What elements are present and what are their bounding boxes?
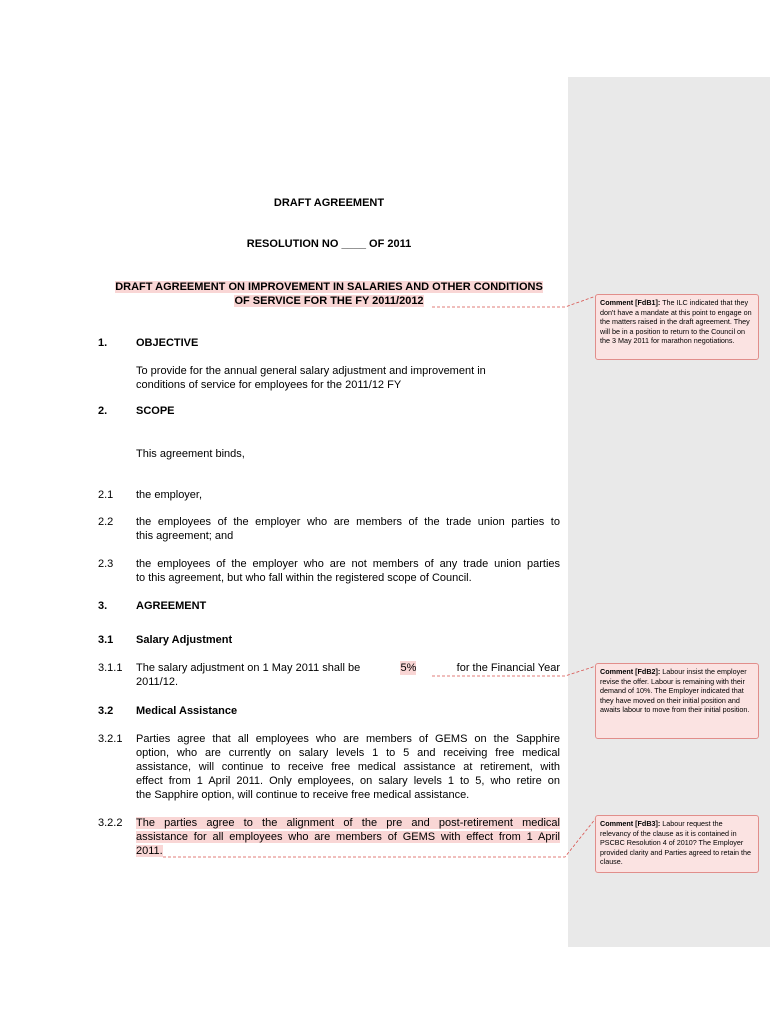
clause-3-2-1-line3: assistance, will continue to receive free medical assistance at retirement, with bbox=[136, 761, 560, 773]
section-3-title: AGREEMENT bbox=[136, 600, 207, 612]
clause-3-2-2-line2: assistance for all employees who are members of GEMS with effect from 1 April bbox=[136, 831, 560, 843]
document-title: DRAFT AGREEMENT bbox=[273, 197, 385, 209]
comment-2-text: Labour insist the employer revise the offer. Labour is remaining with their demand of 10%. The Employer indicated that they have moved on their initial position and awaits labour to move from their initial position. bbox=[600, 667, 750, 715]
section-2-number: 2. bbox=[98, 405, 108, 417]
clause-3-1-1-number: 3.1.1 bbox=[98, 662, 123, 674]
clause-2-1-number: 2.1 bbox=[98, 489, 114, 501]
clause-2-2-line2: this agreement; and bbox=[136, 530, 234, 542]
clause-3-2-1-line4: effect from 1 April 2011. Only employees, on salary levels 1 to 5, who retire on bbox=[136, 775, 560, 787]
clause-3-1-1-line1 bbox=[136, 661, 560, 675]
clause-3-2-1-line1: Parties agree that all employees who are members of GEMS on the Sapphire bbox=[136, 733, 560, 745]
clause-3-2-2-number: 3.2.2 bbox=[98, 817, 123, 829]
comment-1-text: The ILC indicated that they don't have a mandate at this point to engage on the matters raised in the draft agreement. They will be in a position to return to the Council on the 3 May 2011 for marathon negotiations. bbox=[600, 298, 752, 346]
agreement-heading-line1: DRAFT AGREEMENT ON IMPROVEMENT IN SALARIES AND OTHER CONDITIONS bbox=[115, 281, 543, 293]
section-1-text-line2: conditions of service for employees for the 2011/12 FY bbox=[136, 379, 402, 391]
clause-2-3-line1: the employees of the employer who are not members of any trade union parties bbox=[136, 558, 560, 570]
clause-2-2-number: 2.2 bbox=[98, 516, 114, 528]
clause-3-1-1-line2: 2011/12. bbox=[136, 676, 179, 688]
section-3-number: 3. bbox=[98, 600, 108, 612]
clause-3-1-number: 3.1 bbox=[98, 634, 114, 646]
salary-percentage: 5% bbox=[400, 662, 417, 674]
section-2-intro: This agreement binds, bbox=[136, 448, 245, 460]
section-1-title: OBJECTIVE bbox=[136, 337, 199, 349]
agreement-heading-line2: OF SERVICE FOR THE FY 2011/2012 bbox=[234, 295, 424, 307]
clause-3-1-1-text-a: The salary adjustment on 1 May 2011 shall be bbox=[136, 662, 361, 674]
clause-3-2-number: 3.2 bbox=[98, 705, 114, 717]
section-2-title: SCOPE bbox=[136, 405, 175, 417]
clause-2-2-line1: the employees of the employer who are members of the trade union parties to bbox=[136, 516, 560, 528]
resolution-number: RESOLUTION NO ____ OF 2011 bbox=[246, 238, 412, 250]
clause-3-2-1-line5: the Sapphire option, will continue to receive free medical assistance. bbox=[136, 789, 470, 801]
clause-3-2-2-line1: The parties agree to the alignment of the pre and post-retirement medical bbox=[136, 817, 560, 829]
section-1-text-line1: To provide for the annual general salary adjustment and improvement in bbox=[136, 365, 486, 377]
clause-3-2-title: Medical Assistance bbox=[136, 705, 238, 717]
clause-3-1-title: Salary Adjustment bbox=[136, 634, 233, 646]
clause-2-3-number: 2.3 bbox=[98, 558, 114, 570]
clause-2-3-line2: to this agreement, but who fall within the registered scope of Council. bbox=[136, 572, 472, 584]
comment-balloon-3[interactable] bbox=[595, 815, 759, 873]
clause-3-2-2-line3: 2011. bbox=[136, 845, 163, 857]
clause-3-2-1-line2: option, who are currently on salary levels 1 to 5 and receiving free medical bbox=[136, 747, 560, 759]
clause-2-1-text: the employer, bbox=[136, 489, 203, 501]
comment-3-text: Labour request the relevancy of the clause as it is contained in PSCBC Resolution 4 of 2010? The Employer provided clarity and Parties agreed to retain the clause. bbox=[600, 819, 752, 867]
comment-balloon-1[interactable] bbox=[595, 294, 759, 360]
comment-1-ref: Comment [FdB1]: bbox=[600, 298, 661, 307]
clause-3-1-1-text-b: for the Financial Year bbox=[456, 662, 560, 674]
comment-3-ref: Comment [FdB3]: bbox=[600, 819, 661, 828]
section-1-number: 1. bbox=[98, 337, 108, 349]
comment-balloon-2[interactable] bbox=[595, 663, 759, 739]
clause-3-2-1-number: 3.2.1 bbox=[98, 733, 123, 745]
comment-2-ref: Comment [FdB2]: bbox=[600, 667, 661, 676]
